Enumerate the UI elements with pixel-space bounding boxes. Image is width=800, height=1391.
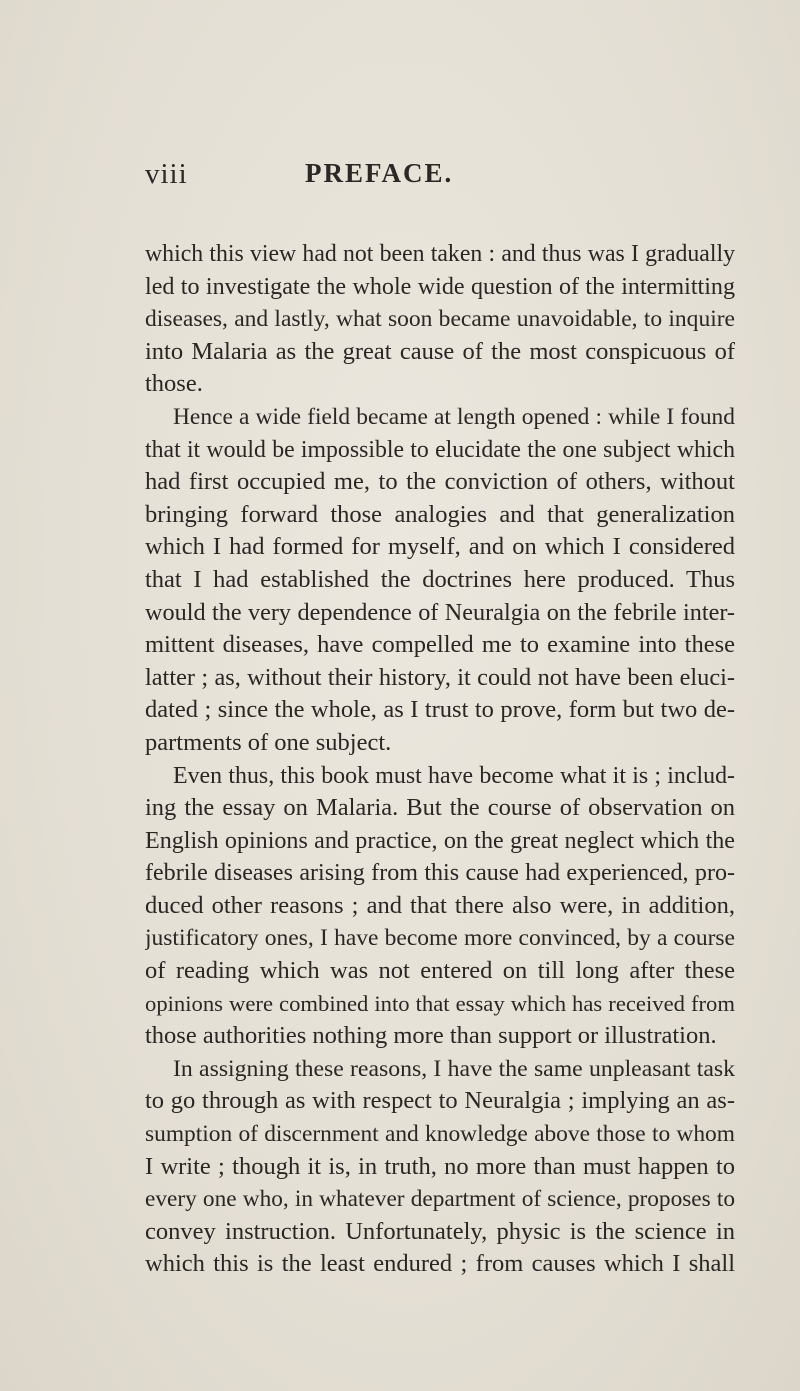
running-head: PREFACE. bbox=[305, 158, 454, 188]
text-line: which I had formed for myself, and on which I considered bbox=[145, 533, 735, 561]
text-line: opinions were combined into that essay which has received from bbox=[145, 990, 735, 1016]
body-text bbox=[145, 238, 735, 1281]
text-line: that I had established the doctrines here produced. Thus bbox=[145, 565, 735, 593]
text-line: In assigning these reasons, I have the same unpleasant task bbox=[173, 1055, 735, 1082]
text-line: would the very dependence of Neuralgia on the febrile inter- bbox=[145, 598, 735, 626]
text-line: that it would be impossible to elucidate the one subject which bbox=[145, 436, 735, 463]
text-line: I write ; though it is, in truth, no more than must happen to bbox=[145, 1152, 735, 1180]
text-line: of reading which was not entered on till long after these bbox=[145, 957, 735, 985]
text-line: which this view had not been taken : and thus was I gradually bbox=[145, 241, 735, 267]
text-line: led to investigate the whole wide question of the intermitting bbox=[145, 273, 735, 300]
text-line: every one who, in whatever department of science, proposes to bbox=[145, 1186, 735, 1213]
text-line: into Malaria as the great cause of the most conspicuous of bbox=[145, 337, 735, 365]
text-line: justificatory ones, I have become more convinced, by a course bbox=[145, 925, 735, 952]
text-line: febrile diseases arising from this cause had experienced, pro- bbox=[145, 860, 735, 887]
text-line: diseases, and lastly, what soon became unavoidable, to inquire bbox=[145, 306, 735, 333]
text-line: mittent diseases, have compelled me to examine into these bbox=[145, 631, 735, 659]
page-header bbox=[145, 158, 745, 198]
text-line: duced other reasons ; and that there also were, in addition, bbox=[145, 891, 735, 919]
text-line: Hence a wide field became at length opened : while I found bbox=[173, 403, 735, 430]
text-line: to go through as with respect to Neuralgia ; implying an as- bbox=[145, 1087, 735, 1115]
text-line: Even thus, this book must have become what it is ; includ- bbox=[173, 762, 735, 789]
text-line: sumption of discernment and knowledge above those to whom bbox=[145, 1121, 735, 1148]
text-line: partments of one subject. bbox=[145, 728, 392, 756]
text-line: English opinions and practice, on the great neglect which the bbox=[145, 827, 735, 854]
text-line: those. bbox=[145, 370, 203, 398]
text-line: ing the essay on Malaria. But the course of observation on bbox=[145, 794, 735, 822]
text-line: convey instruction. Unfortunately, physic is the science in bbox=[145, 1217, 735, 1245]
text-line: dated ; since the whole, as I trust to prove, form but two de- bbox=[145, 696, 735, 724]
text-line: had first occupied me, to the conviction of others, without bbox=[145, 468, 735, 496]
text-line: which this is the least endured ; from causes which I shall bbox=[145, 1250, 735, 1278]
text-line: those authorities nothing more than support or illustration. bbox=[145, 1022, 717, 1050]
text-line: latter ; as, without their history, it could not have been eluci- bbox=[145, 663, 735, 691]
page-number: viii bbox=[145, 158, 188, 190]
text-line: bringing forward those analogies and that generalization bbox=[145, 500, 735, 528]
